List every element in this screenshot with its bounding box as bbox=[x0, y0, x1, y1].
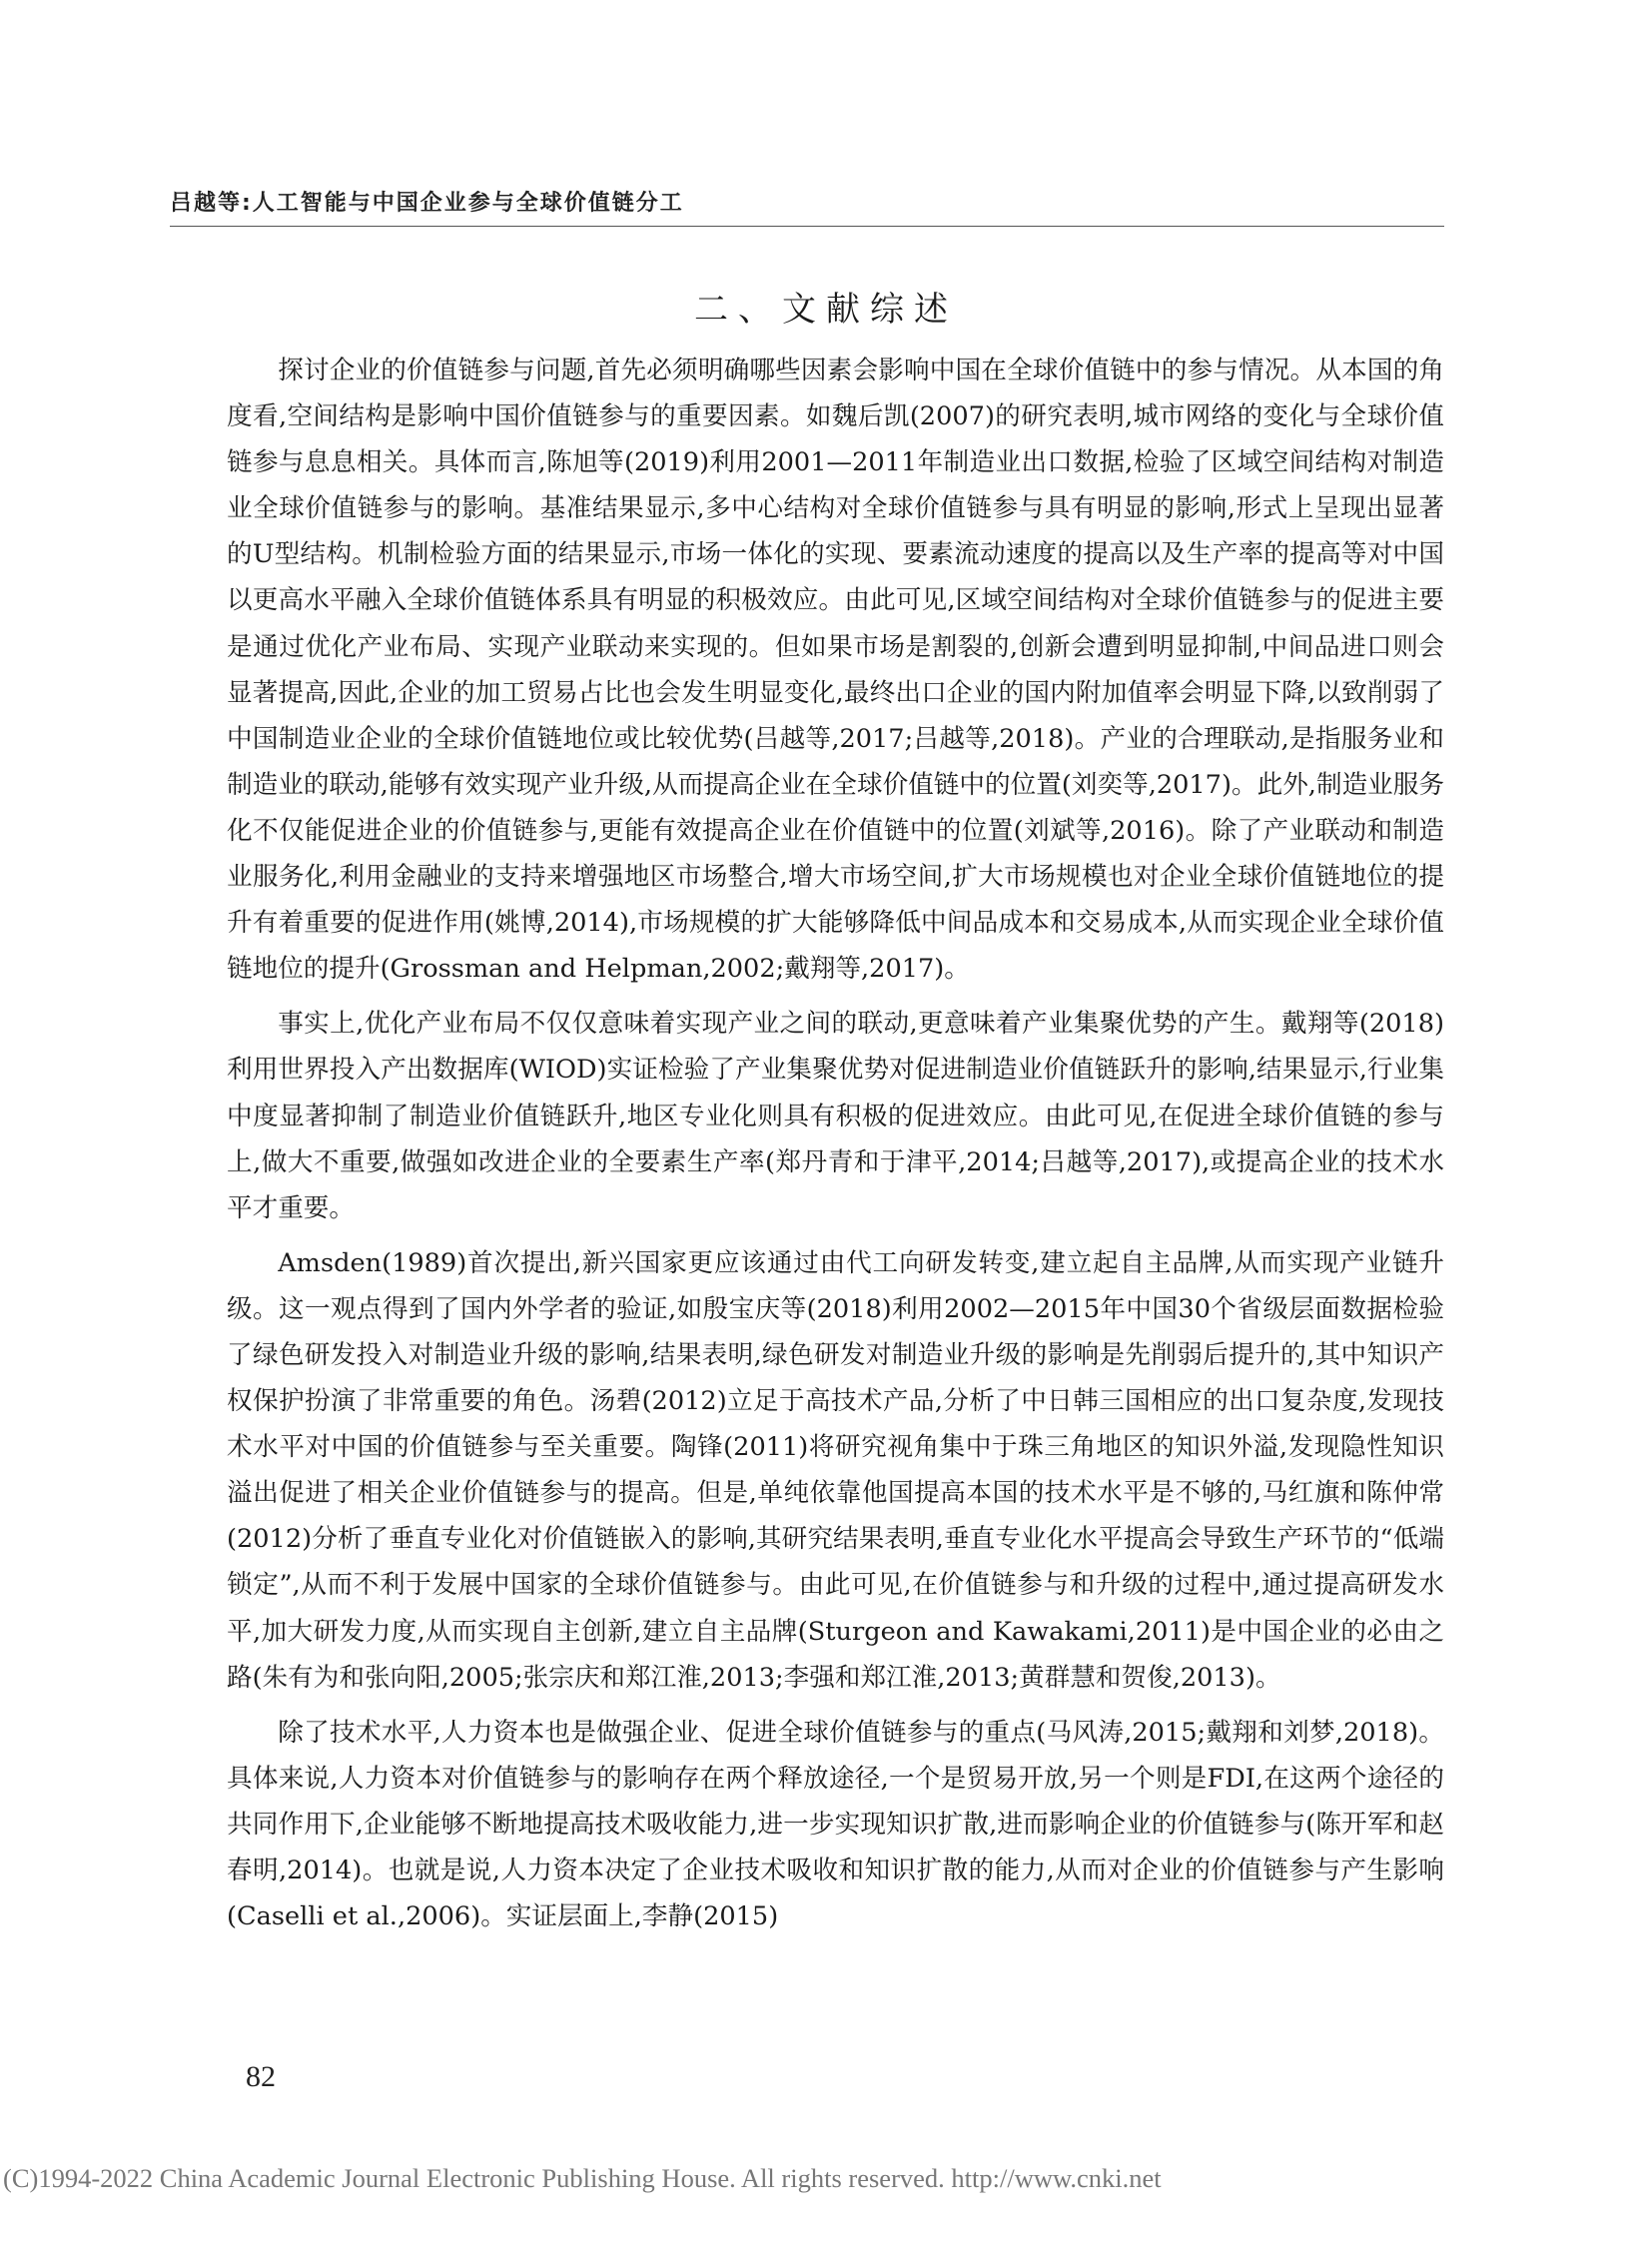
page-number: 82 bbox=[246, 2060, 276, 2093]
body-text bbox=[227, 348, 1444, 1948]
paragraph-3: Amsden(1989)首次提出,新兴国家更应该通过由代工向研发转变,建立起自主品牌,从而实现产业链升级。这一观点得到了国内外学者的验证,如殷宝庆等(2018)利用2002—2015年中国30个省级层面数据检验了绿色研发投入对制造业升级的影响,结果表明,绿色研发对制造业升级的影响是先削弱后提升的,其中知识产权保护扮演了非常重要的角色。汤碧(2012)立足于高技术产品,分析了中日韩三国相应的出口复杂度,发现技术水平对中国的价值链参与至关重要。陶锋(2011)将研究视角集中于珠三角地区的知识外溢,发现隐性知识溢出促进了相关企业价值链参与的提高。但是,单纯依靠他国提高本国的技术水平是不够的,马红旗和陈仲常(2012)分析了垂直专业化对价值链嵌入的影响,其研究结果表明,垂直专业化水平提高会导致生产环节的“低端锁定”,从而不利于发展中国家的全球价值链参与。由此可见,在价值链参与和升级的过程中,通过提高研发水平,加大研发力度,从而实现自主创新,建立自主品牌(Sturgeon and Kawakami,2011)是中国企业的必由之路(朱有为和张向阳,2005;张宗庆和郑江淮,2013;李强和郑江淮,2013;黄群慧和贺俊,2013)。 bbox=[227, 1247, 1444, 1693]
paragraph-2: 事实上,优化产业布局不仅仅意味着实现产业之间的联动,更意味着产业集聚优势的产生。戴翔等(2018)利用世界投入产出数据库(WIOD)实证检验了产业集聚优势对促进制造业价值链跃升的影响,结果显示,行业集中度显著抑制了制造业价值链跃升,地区专业化则具有积极的促进效应。由此可见,在促进全球价值链的参与上,做大不重要,做强如改进企业的全要素生产率(郑丹青和于津平,2014;吕越等,2017),或提高企业的技术水平才重要。 bbox=[227, 1009, 1444, 1223]
header-divider bbox=[170, 226, 1444, 227]
footer-copyright: (C)1994-2022 China Academic Journal Electronic Publishing House. All rights reserved. http://www.cnki.net bbox=[3, 2163, 1162, 2193]
section-title: 二、文献综述 bbox=[694, 290, 958, 330]
paragraph-1: 探讨企业的价值链参与问题,首先必须明确哪些因素会影响中国在全球价值链中的参与情况。从本国的角度看,空间结构是影响中国价值链参与的重要因素。如魏后凯(2007)的研究表明,城市网络的变化与全球价值链参与息息相关。具体而言,陈旭等(2019)利用2001—2011年制造业出口数据,检验了区域空间结构对制造业全球价值链参与的影响。基准结果显示,多中心结构对全球价值链参与具有明显的影响,形式上呈现出显著的U型结构。机制检验方面的结果显示,市场一体化的实现、要素流动速度的提高以及生产率的提高等对中国以更高水平融入全球价值链体系具有明显的积极效应。由此可见,区域空间结构对全球价值链参与的促进主要是通过优化产业布局、实现产业联动来实现的。但如果市场是割裂的,创新会遭到明显抑制,中间品进口则会显著提高,因此,企业的加工贸易占比也会发生明显变化,最终出口企业的国内附加值率会明显下降,以致削弱了中国制造业企业的全球价值链地位或比较优势(吕越等,2017;吕越等,2018)。产业的合理联动,是指服务业和制造业的联动,能够有效实现产业升级,从而提高企业在全球价值链中的位置(刘奕等,2017)。此外,制造业服务化不仅能促进企业的价值链参与,更能有效提高企业在价值链中的位置(刘斌等,2016)。除了产业联动和制造业服务化,利用金融业的支持来增强地区市场整合,增大市场空间,扩大市场规模也对企业全球价值链地位的提升有着重要的促进作用(姚博,2014),市场规模的扩大能够降低中间品成本和交易成本,从而实现企业全球价值链地位的提升(Grossman and Helpman,2002;戴翔等,2017)。 bbox=[227, 356, 1444, 985]
running-header: 吕越等:人工智能与中国企业参与全球价值链分工 bbox=[170, 191, 684, 216]
paragraph-4: 除了技术水平,人力资本也是做强企业、促进全球价值链参与的重点(马风涛,2015;戴翔和刘梦,2018)。具体来说,人力资本对价值链参与的影响存在两个释放途径,一个是贸易开放,另一个则是FDI,在这两个途径的共同作用下,企业能够不断地提高技术吸收能力,进一步实现知识扩散,进而影响企业的价值链参与(陈开军和赵春明,2014)。也就是说,人力资本决定了企业技术吸收和知识扩散的能力,从而对企业的价值链参与产生影响(Caselli et al.,2006)。实证层面上,李静(2015) bbox=[227, 1717, 1444, 1932]
